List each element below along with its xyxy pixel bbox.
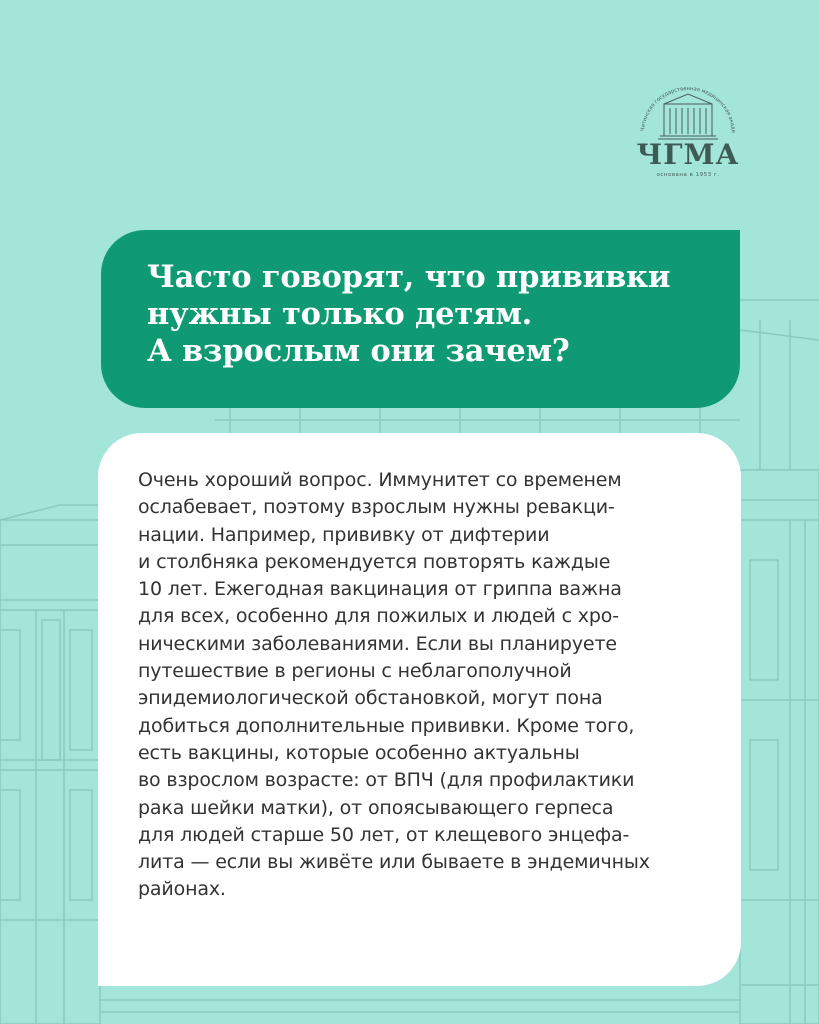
logo-arc-text: Читинская государственная медицинская акаде — [640, 85, 737, 134]
logo-title: ЧГМА — [636, 138, 740, 171]
question-line: нужны только детям. — [147, 296, 533, 332]
logo-subtitle: основана в 1953 г. — [656, 172, 720, 178]
logo — [630, 74, 746, 184]
question-line: Часто говорят, что прививки — [147, 259, 671, 295]
answer-text: Очень хороший вопрос. Иммунитет со временем ослабевает, поэтому взрослым нужны ревакци- нации. Например, прививку от дифтерии и столбняка рекомендуется повторять каждые 10 лет. Ежегодная вакцинация от гриппа важна для всех, особенно для пожилых и людей с хро- ническими заболеваниями. Если вы планируете путешествие в регионы с неблагополучной эпидемиологической обстановкой, могут пона добиться дополнительные прививки. Кроме того, есть вакцины, которые особенно актуальны во взрослом возрасте: от ВПЧ (для профилактики рака шейки матки), от опоясывающего герпеса для людей старше 50 лет, от клещевого энцефа- лита — если вы живёте или бываете в эндемичных районах. — [138, 469, 650, 901]
question-bubble — [101, 230, 740, 408]
academy-emblem-icon — [630, 74, 746, 144]
question-line: А взрослым они зачем? — [147, 333, 570, 369]
answer-bubble — [98, 433, 741, 986]
question-text — [147, 259, 720, 370]
